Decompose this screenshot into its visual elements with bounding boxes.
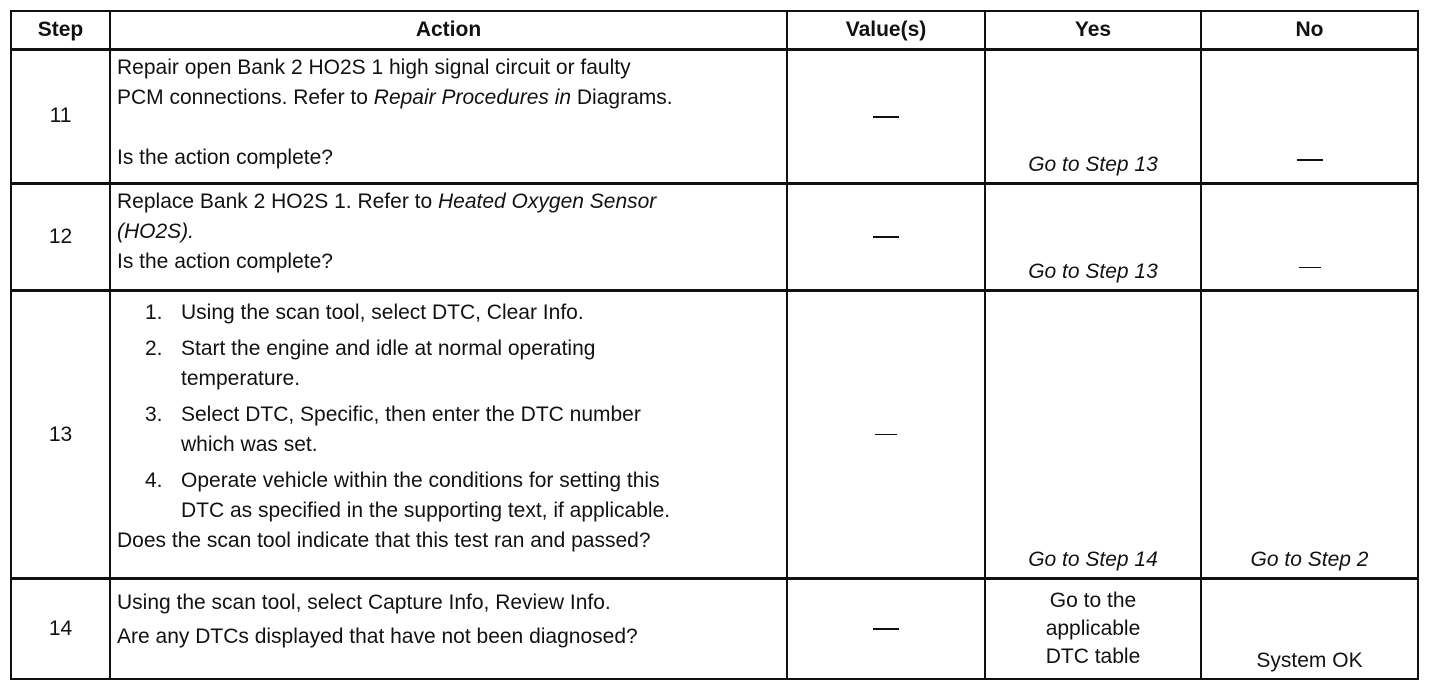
yes-cell: Go to Step 13 <box>985 183 1201 290</box>
step-number: 12 <box>11 183 110 290</box>
action-cell <box>110 579 787 679</box>
no-cell: Go to Step 2 <box>1201 290 1418 578</box>
list-item: 3. Select DTC, Specific, then enter the DTC number which was set. <box>145 402 641 456</box>
header-step: Step <box>11 11 110 50</box>
table-row <box>11 183 1418 290</box>
action-cell <box>110 50 787 184</box>
no-cell: System OK <box>1201 579 1418 679</box>
action-cell <box>110 290 787 578</box>
dash-mark <box>873 628 899 630</box>
diagnostic-table <box>10 10 1419 680</box>
diagnostic-table-container <box>10 10 1417 680</box>
action-question: Is the action complete? <box>117 249 333 273</box>
yes-cell: Go to Step 14 <box>985 290 1201 578</box>
step-number: 14 <box>11 579 110 679</box>
action-question: Does the scan tool indicate that this test ran and passed? <box>117 528 651 552</box>
yes-cell: Go to Step 13 <box>985 50 1201 184</box>
action-question: Is the action complete? <box>117 146 333 169</box>
action-cell <box>110 183 787 290</box>
list-item: 2. Start the engine and idle at normal operating temperature. <box>145 336 596 390</box>
dash-mark <box>1299 267 1321 268</box>
list-item: 1. Using the scan tool, select DTC, Clear Info. <box>145 300 584 324</box>
action-text: Repair open Bank 2 HO2S 1 high signal circuit or faulty <box>117 56 631 79</box>
dash-mark <box>873 236 899 238</box>
value-cell <box>787 579 985 679</box>
header-yes: Yes <box>985 11 1201 50</box>
action-text: Replace Bank 2 HO2S 1. Refer to Heated Oxygen Sensor <box>117 189 657 213</box>
value-cell <box>787 50 985 184</box>
procedure-list <box>117 298 780 526</box>
yes-cell: Go to the applicable DTC table <box>985 579 1201 679</box>
dash-mark <box>873 116 899 118</box>
step-number: 11 <box>11 50 110 184</box>
header-no: No <box>1201 11 1418 50</box>
reference-link: Repair Procedures in <box>373 86 572 109</box>
header-row <box>11 11 1418 50</box>
table-row <box>11 579 1418 679</box>
no-cell <box>1201 50 1418 184</box>
list-item: 4. Operate vehicle within the conditions for setting this DTC as specified in the supporting text, if applicable. <box>145 468 671 522</box>
reference-link: (HO2S). <box>117 219 195 243</box>
header-action: Action <box>110 11 787 50</box>
dash-mark <box>875 434 897 435</box>
action-question: Are any DTCs displayed that have not been diagnosed? <box>117 625 638 649</box>
table-row <box>11 290 1418 578</box>
value-cell <box>787 183 985 290</box>
header-values: Value(s) <box>787 11 985 50</box>
reference-link: Heated Oxygen Sensor <box>438 189 657 213</box>
value-cell <box>787 290 985 578</box>
action-text: PCM connections. Refer to Repair Procedures in Diagrams. <box>117 86 673 109</box>
dash-mark <box>1297 159 1323 161</box>
table-row <box>11 50 1418 184</box>
action-text: Using the scan tool, select Capture Info, Review Info. <box>117 591 611 615</box>
no-cell <box>1201 183 1418 290</box>
step-number: 13 <box>11 290 110 578</box>
